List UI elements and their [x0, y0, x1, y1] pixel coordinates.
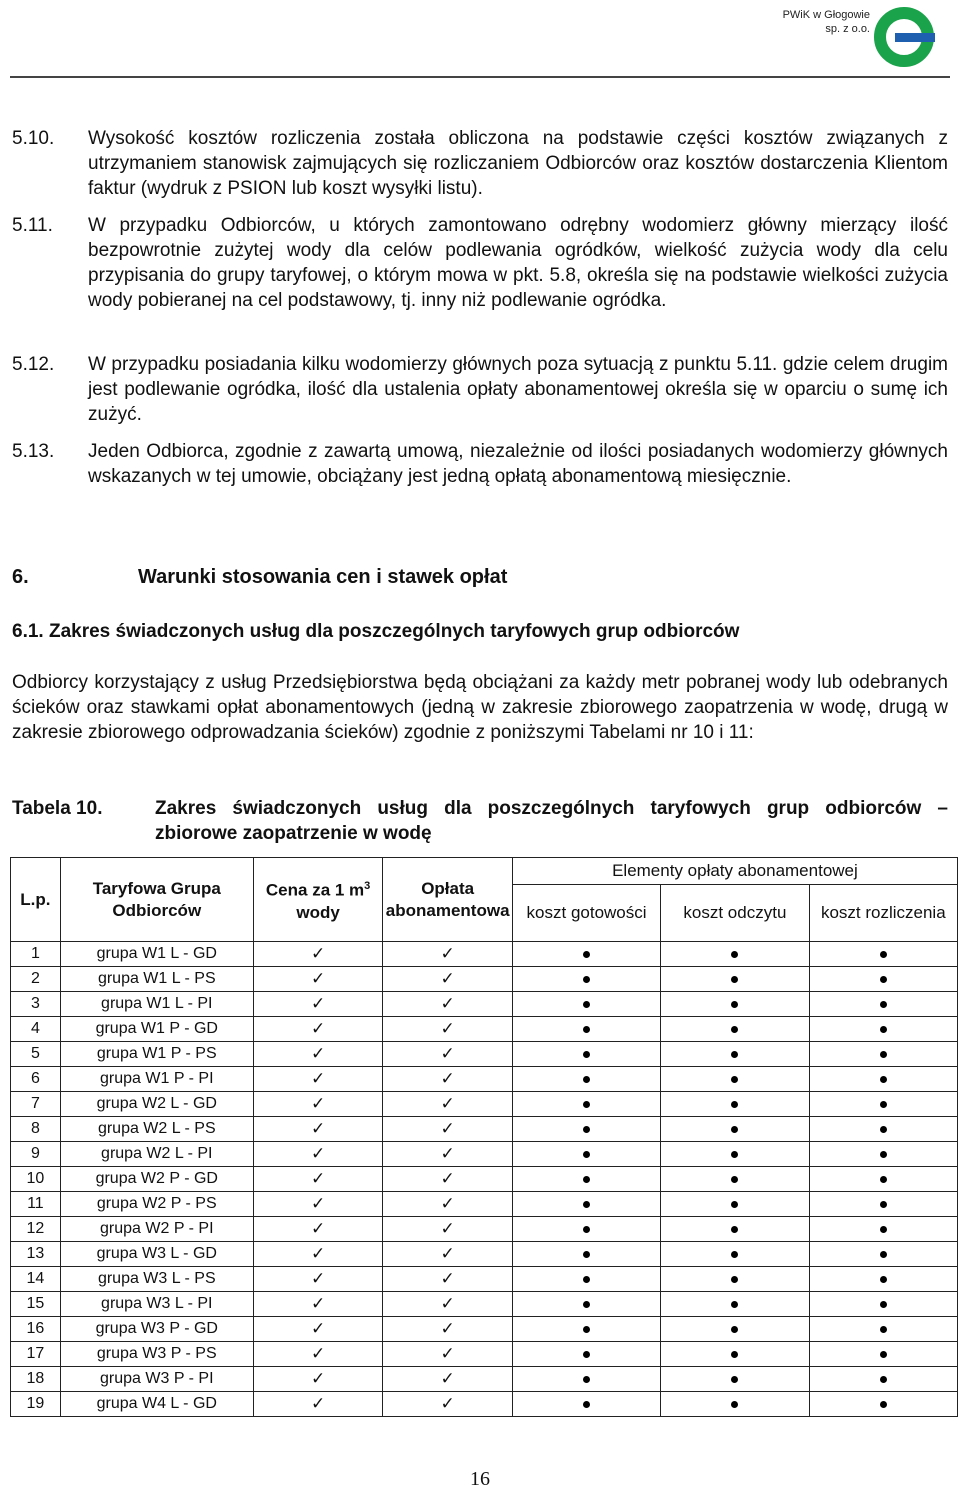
cell-dot	[661, 1267, 809, 1292]
section-text: W przypadku posiadania kilku wodomierzy głównych poza sytuacją z punktu 5.11. gdzie celem drugim jest podlewanie ogródka, ilość dla ustalenia opłaty abonamentowej określa się w oparciu o sumę ich zużyć.	[88, 354, 948, 425]
cell-lp: 4	[11, 1017, 61, 1042]
cell-dot	[809, 1142, 957, 1167]
check-icon: ✓	[440, 1119, 455, 1139]
cell-check	[253, 1092, 383, 1117]
cell-check	[253, 1342, 383, 1367]
dot-icon	[731, 1201, 738, 1208]
table-caption-label: Tabela 10.	[12, 798, 103, 819]
table-row	[11, 967, 958, 992]
cell-dot	[809, 967, 957, 992]
check-icon: ✓	[440, 1319, 455, 1339]
cell-dot	[512, 1117, 660, 1142]
section-5-11	[12, 213, 948, 313]
dot-icon	[880, 1351, 887, 1358]
table-row	[11, 1117, 958, 1142]
check-icon: ✓	[440, 1394, 455, 1414]
cell-dot	[809, 1042, 957, 1067]
table-row	[11, 1317, 958, 1342]
dot-icon	[731, 1351, 738, 1358]
dot-icon	[583, 1151, 590, 1158]
dot-icon	[880, 1201, 887, 1208]
cell-lp: 17	[11, 1342, 61, 1367]
table-row	[11, 1017, 958, 1042]
table-row	[11, 1367, 958, 1392]
check-icon: ✓	[440, 1044, 455, 1064]
intro-paragraph: Odbiorcy korzystający z usług Przedsiębiorstwa będą obciążani za każdy metr pobranej wody lub odebranych ścieków oraz stawkami opłat abonamentowych (jedną w zakresie zbiorowego zaopatrzenia w wodę, drugą w zakresie zbiorowego odprowadzania ścieków) zgodnie z poniższymi Tabelami nr 10 i 11:	[12, 672, 948, 743]
cell-dot	[809, 1117, 957, 1142]
cell-check	[383, 1292, 512, 1317]
cell-dot	[809, 992, 957, 1017]
cell-dot	[661, 942, 809, 967]
dot-icon	[880, 1376, 887, 1383]
check-icon: ✓	[310, 1269, 326, 1289]
dot-icon	[731, 1001, 738, 1008]
company-name	[760, 8, 870, 36]
cell-lp: 10	[11, 1167, 61, 1192]
cell-check	[383, 1017, 512, 1042]
check-icon: ✓	[440, 1169, 455, 1189]
header-fee: Opłata abonamentowa	[383, 858, 512, 942]
cell-check	[253, 942, 383, 967]
cell-check	[383, 1167, 512, 1192]
cell-lp: 1	[11, 942, 61, 967]
section-5-13	[12, 439, 948, 489]
cell-group: grupa W1 L - PS	[60, 967, 253, 992]
cell-check	[383, 1392, 512, 1417]
cell-group: grupa W3 L - PS	[60, 1267, 253, 1292]
cell-dot	[661, 1342, 809, 1367]
cell-check	[383, 1067, 512, 1092]
cell-group: grupa W3 P - PS	[60, 1342, 253, 1367]
cell-dot	[809, 942, 957, 967]
check-icon: ✓	[310, 1019, 326, 1039]
dot-icon	[731, 1101, 738, 1108]
cell-check	[383, 1117, 512, 1142]
section-text: W przypadku Odbiorców, u których zamontowano odrębny wodomierz główny mierzący ilość bezpowrotnie zużytej wody dla celów podlewania ogródków, wielkość zużycia wody dla celu przypisania do grupy taryfowej, o którym mowa w pkt. 5.8, określa się na podstawie wielkości zużycia wody pobieranej na cel podstawowy, tj. inny niż podlewanie ogródka.	[88, 215, 948, 311]
cell-check	[253, 992, 383, 1017]
check-icon: ✓	[310, 1244, 326, 1264]
dot-icon	[583, 1026, 590, 1033]
cell-check	[383, 1267, 512, 1292]
section-number: 5.10.	[12, 128, 55, 149]
cell-check	[253, 1317, 383, 1342]
cell-dot	[512, 1367, 660, 1392]
dot-icon	[731, 1301, 738, 1308]
cell-dot	[512, 1342, 660, 1367]
check-icon: ✓	[440, 1344, 455, 1364]
cell-check	[253, 1192, 383, 1217]
cell-check	[383, 1217, 512, 1242]
table-row	[11, 1167, 958, 1192]
header-lp: L.p.	[11, 858, 61, 942]
dot-icon	[583, 1051, 590, 1058]
cell-lp: 8	[11, 1117, 61, 1142]
cell-dot	[809, 1367, 957, 1392]
cell-dot	[661, 1192, 809, 1217]
cell-check	[383, 1092, 512, 1117]
dot-icon	[583, 951, 590, 958]
check-icon: ✓	[310, 1044, 326, 1064]
cell-dot	[661, 1392, 809, 1417]
dot-icon	[880, 1101, 887, 1108]
header-elements: Elementy opłaty abonamentowej	[512, 858, 957, 885]
dot-icon	[583, 1101, 590, 1108]
dot-icon	[731, 976, 738, 983]
cell-group: grupa W1 P - GD	[60, 1017, 253, 1042]
cell-dot	[809, 1192, 957, 1217]
cell-group: grupa W2 L - PS	[60, 1117, 253, 1142]
check-icon: ✓	[440, 944, 455, 964]
cell-group: grupa W4 L - GD	[60, 1392, 253, 1417]
cell-lp: 7	[11, 1092, 61, 1117]
cell-lp: 13	[11, 1242, 61, 1267]
cell-check	[253, 1167, 383, 1192]
subchapter-heading: 6.1. Zakres świadczonych usług dla poszczególnych taryfowych grup odbiorców	[12, 621, 740, 642]
dot-icon	[583, 1201, 590, 1208]
section-number: 5.11.	[12, 215, 53, 236]
cell-dot	[512, 1092, 660, 1117]
dot-icon	[583, 1226, 590, 1233]
table-row	[11, 1142, 958, 1167]
cell-dot	[661, 1067, 809, 1092]
tariff-table	[10, 857, 958, 1417]
cell-dot	[512, 1167, 660, 1192]
cell-lp: 16	[11, 1317, 61, 1342]
header-settlement: koszt rozliczenia	[809, 885, 957, 942]
cell-group: grupa W3 L - PI	[60, 1292, 253, 1317]
section-text: Jeden Odbiorca, zgodnie z zawartą umową, niezależnie od ilości posiadanych wodomierzy głównych wskazanych w tej umowie, obciążany jest jedną opłatą abonamentową miesięcznie.	[88, 441, 948, 487]
cell-dot	[512, 1242, 660, 1267]
check-icon: ✓	[310, 1344, 326, 1364]
check-icon: ✓	[310, 1069, 326, 1089]
cell-dot	[661, 1142, 809, 1167]
dot-icon	[731, 1026, 738, 1033]
cell-group: grupa W3 P - PI	[60, 1367, 253, 1392]
dot-icon	[731, 1276, 738, 1283]
cell-dot	[512, 1317, 660, 1342]
check-icon: ✓	[440, 1244, 455, 1264]
cell-dot	[809, 1342, 957, 1367]
section-5-12	[12, 352, 948, 427]
table-caption-title: Zakres świadczonych usług dla poszczególnych taryfowych grup odbiorców – zbiorowe zaopatrzenie w wodę	[155, 798, 948, 844]
dot-icon	[731, 1226, 738, 1233]
cell-dot	[512, 967, 660, 992]
cell-dot	[512, 1017, 660, 1042]
cell-check	[253, 1017, 383, 1042]
cell-dot	[661, 1042, 809, 1067]
dot-icon	[583, 976, 590, 983]
header-reading: koszt odczytu	[661, 885, 809, 942]
check-icon: ✓	[440, 969, 455, 989]
dot-icon	[731, 951, 738, 958]
cell-lp: 9	[11, 1142, 61, 1167]
cell-lp: 5	[11, 1042, 61, 1067]
company-name-line2: sp. z o.o.	[825, 23, 870, 35]
cell-group: grupa W2 P - PI	[60, 1217, 253, 1242]
check-icon: ✓	[310, 969, 326, 989]
check-icon: ✓	[310, 994, 326, 1014]
check-icon: ✓	[440, 1019, 455, 1039]
cell-dot	[809, 1092, 957, 1117]
cell-dot	[512, 942, 660, 967]
dot-icon	[583, 1176, 590, 1183]
table-row	[11, 1242, 958, 1267]
dot-icon	[583, 1326, 590, 1333]
cell-dot	[661, 1117, 809, 1142]
cell-lp: 3	[11, 992, 61, 1017]
dot-icon	[731, 1251, 738, 1258]
dot-icon	[880, 1026, 887, 1033]
check-icon: ✓	[310, 1394, 326, 1414]
cell-group: grupa W2 L - GD	[60, 1092, 253, 1117]
cell-dot	[512, 1217, 660, 1242]
cell-lp: 14	[11, 1267, 61, 1292]
cell-dot	[661, 992, 809, 1017]
cell-dot	[512, 1292, 660, 1317]
cell-dot	[809, 1242, 957, 1267]
check-icon: ✓	[310, 1219, 326, 1239]
table-row	[11, 1217, 958, 1242]
dot-icon	[880, 1001, 887, 1008]
section-text: Wysokość kosztów rozliczenia została obliczona na podstawie części kosztów związanych z utrzymaniem stanowisk zajmujących się rozliczaniem Odbiorców oraz kosztów dostarczenia Klientom faktur (wydruk z PSION lub koszt wysyłki listu).	[88, 128, 948, 199]
cell-check	[253, 967, 383, 992]
cell-check	[253, 1292, 383, 1317]
cell-group: grupa W1 P - PI	[60, 1067, 253, 1092]
table-row	[11, 1342, 958, 1367]
cell-check	[383, 1142, 512, 1167]
cell-dot	[809, 1267, 957, 1292]
dot-icon	[583, 1001, 590, 1008]
cell-check	[253, 1392, 383, 1417]
table-row	[11, 1267, 958, 1292]
cell-group: grupa W1 P - PS	[60, 1042, 253, 1067]
cell-check	[253, 1067, 383, 1092]
chapter-number: 6.	[12, 566, 29, 588]
dot-icon	[583, 1276, 590, 1283]
cell-check	[383, 1317, 512, 1342]
cell-check	[383, 992, 512, 1017]
cell-dot	[661, 1367, 809, 1392]
cell-check	[253, 1242, 383, 1267]
section-number: 5.13.	[12, 441, 55, 462]
cell-dot	[512, 992, 660, 1017]
cell-dot	[661, 1242, 809, 1267]
table-row	[11, 1392, 958, 1417]
check-icon: ✓	[440, 994, 455, 1014]
table-row	[11, 1192, 958, 1217]
cell-dot	[661, 1092, 809, 1117]
cell-group: grupa W3 P - GD	[60, 1317, 253, 1342]
check-icon: ✓	[310, 1169, 326, 1189]
check-icon: ✓	[440, 1269, 455, 1289]
dot-icon	[583, 1376, 590, 1383]
dot-icon	[583, 1301, 590, 1308]
cell-check	[383, 1242, 512, 1267]
cell-dot	[512, 1042, 660, 1067]
table-row	[11, 1042, 958, 1067]
dot-icon	[880, 1401, 887, 1408]
cell-lp: 11	[11, 1192, 61, 1217]
header-price	[253, 858, 383, 942]
table-row	[11, 1292, 958, 1317]
cell-lp: 2	[11, 967, 61, 992]
dot-icon	[880, 976, 887, 983]
dot-icon	[880, 951, 887, 958]
table-row	[11, 942, 958, 967]
check-icon: ✓	[440, 1219, 455, 1239]
cell-group: grupa W2 P - PS	[60, 1192, 253, 1217]
table-header-row	[11, 858, 958, 885]
dot-icon	[731, 1401, 738, 1408]
dot-icon	[731, 1326, 738, 1333]
cell-check	[383, 1042, 512, 1067]
check-icon: ✓	[440, 1144, 455, 1164]
check-icon: ✓	[440, 1094, 455, 1114]
section-number: 5.12.	[12, 354, 55, 375]
check-icon: ✓	[310, 1144, 326, 1164]
check-icon: ✓	[440, 1369, 455, 1389]
dot-icon	[880, 1226, 887, 1233]
dot-icon	[880, 1176, 887, 1183]
header-readiness: koszt gotowości	[512, 885, 660, 942]
dot-icon	[583, 1076, 590, 1083]
cell-dot	[512, 1267, 660, 1292]
cell-dot	[809, 1392, 957, 1417]
cell-dot	[661, 1017, 809, 1042]
cell-dot	[661, 967, 809, 992]
dot-icon	[731, 1151, 738, 1158]
cell-check	[253, 1217, 383, 1242]
check-icon: ✓	[310, 1319, 326, 1339]
cell-check	[383, 967, 512, 992]
dot-icon	[880, 1126, 887, 1133]
dot-icon	[731, 1176, 738, 1183]
dot-icon	[583, 1351, 590, 1358]
cell-dot	[809, 1292, 957, 1317]
cell-dot	[809, 1217, 957, 1242]
dot-icon	[880, 1251, 887, 1258]
dot-icon	[583, 1126, 590, 1133]
cell-dot	[512, 1392, 660, 1417]
cell-dot	[809, 1167, 957, 1192]
cell-lp: 18	[11, 1367, 61, 1392]
cell-dot	[661, 1317, 809, 1342]
cell-lp: 6	[11, 1067, 61, 1092]
check-icon: ✓	[310, 1094, 326, 1114]
cell-group: grupa W2 L - PI	[60, 1142, 253, 1167]
check-icon: ✓	[310, 1119, 326, 1139]
cell-dot	[661, 1217, 809, 1242]
cell-group: grupa W2 P - GD	[60, 1167, 253, 1192]
dot-icon	[731, 1051, 738, 1058]
check-icon: ✓	[310, 1194, 326, 1214]
cell-check	[383, 1367, 512, 1392]
table-row	[11, 992, 958, 1017]
cell-check	[253, 1142, 383, 1167]
cell-lp: 12	[11, 1217, 61, 1242]
check-icon: ✓	[310, 1369, 326, 1389]
cell-check	[383, 1192, 512, 1217]
cell-dot	[512, 1192, 660, 1217]
dot-icon	[731, 1076, 738, 1083]
header-group: Taryfowa Grupa Odbiorców	[60, 858, 253, 942]
dot-icon	[731, 1376, 738, 1383]
cell-dot	[809, 1017, 957, 1042]
check-icon: ✓	[440, 1194, 455, 1214]
table-caption	[12, 796, 948, 846]
header-price-text-b: wody	[296, 902, 340, 922]
cell-dot	[512, 1142, 660, 1167]
cell-group: grupa W1 L - PI	[60, 992, 253, 1017]
dot-icon	[880, 1301, 887, 1308]
check-icon: ✓	[310, 1294, 326, 1314]
dot-icon	[880, 1151, 887, 1158]
cell-group: grupa W3 L - GD	[60, 1242, 253, 1267]
page-number: 16	[470, 1468, 490, 1490]
check-icon: ✓	[440, 1294, 455, 1314]
cell-lp: 15	[11, 1292, 61, 1317]
company-logo-icon	[873, 6, 935, 68]
dot-icon	[731, 1126, 738, 1133]
table-row	[11, 1092, 958, 1117]
header-price-text: Cena za 1 m	[265, 880, 365, 900]
cell-dot	[512, 1067, 660, 1092]
cell-check	[253, 1267, 383, 1292]
cell-check	[253, 1042, 383, 1067]
cell-dot	[661, 1167, 809, 1192]
cell-group: grupa W1 L - GD	[60, 942, 253, 967]
cell-dot	[661, 1292, 809, 1317]
dot-icon	[583, 1251, 590, 1258]
chapter-title: Warunki stosowania cen i stawek opłat	[138, 566, 508, 588]
cell-check	[383, 942, 512, 967]
header-divider	[10, 76, 950, 78]
cell-check	[253, 1117, 383, 1142]
check-icon: ✓	[440, 1069, 455, 1089]
header-price-sup: 3	[364, 880, 371, 893]
table-row	[11, 1067, 958, 1092]
cell-lp: 19	[11, 1392, 61, 1417]
table-body	[11, 942, 958, 1417]
dot-icon	[880, 1276, 887, 1283]
check-icon: ✓	[310, 944, 326, 964]
dot-icon	[880, 1051, 887, 1058]
cell-dot	[809, 1067, 957, 1092]
dot-icon	[880, 1076, 887, 1083]
dot-icon	[583, 1401, 590, 1408]
cell-check	[253, 1367, 383, 1392]
cell-check	[383, 1342, 512, 1367]
section-5-10	[12, 126, 948, 201]
dot-icon	[880, 1326, 887, 1333]
company-name-line1: PWiK w Głogowie	[782, 9, 870, 21]
cell-dot	[809, 1317, 957, 1342]
